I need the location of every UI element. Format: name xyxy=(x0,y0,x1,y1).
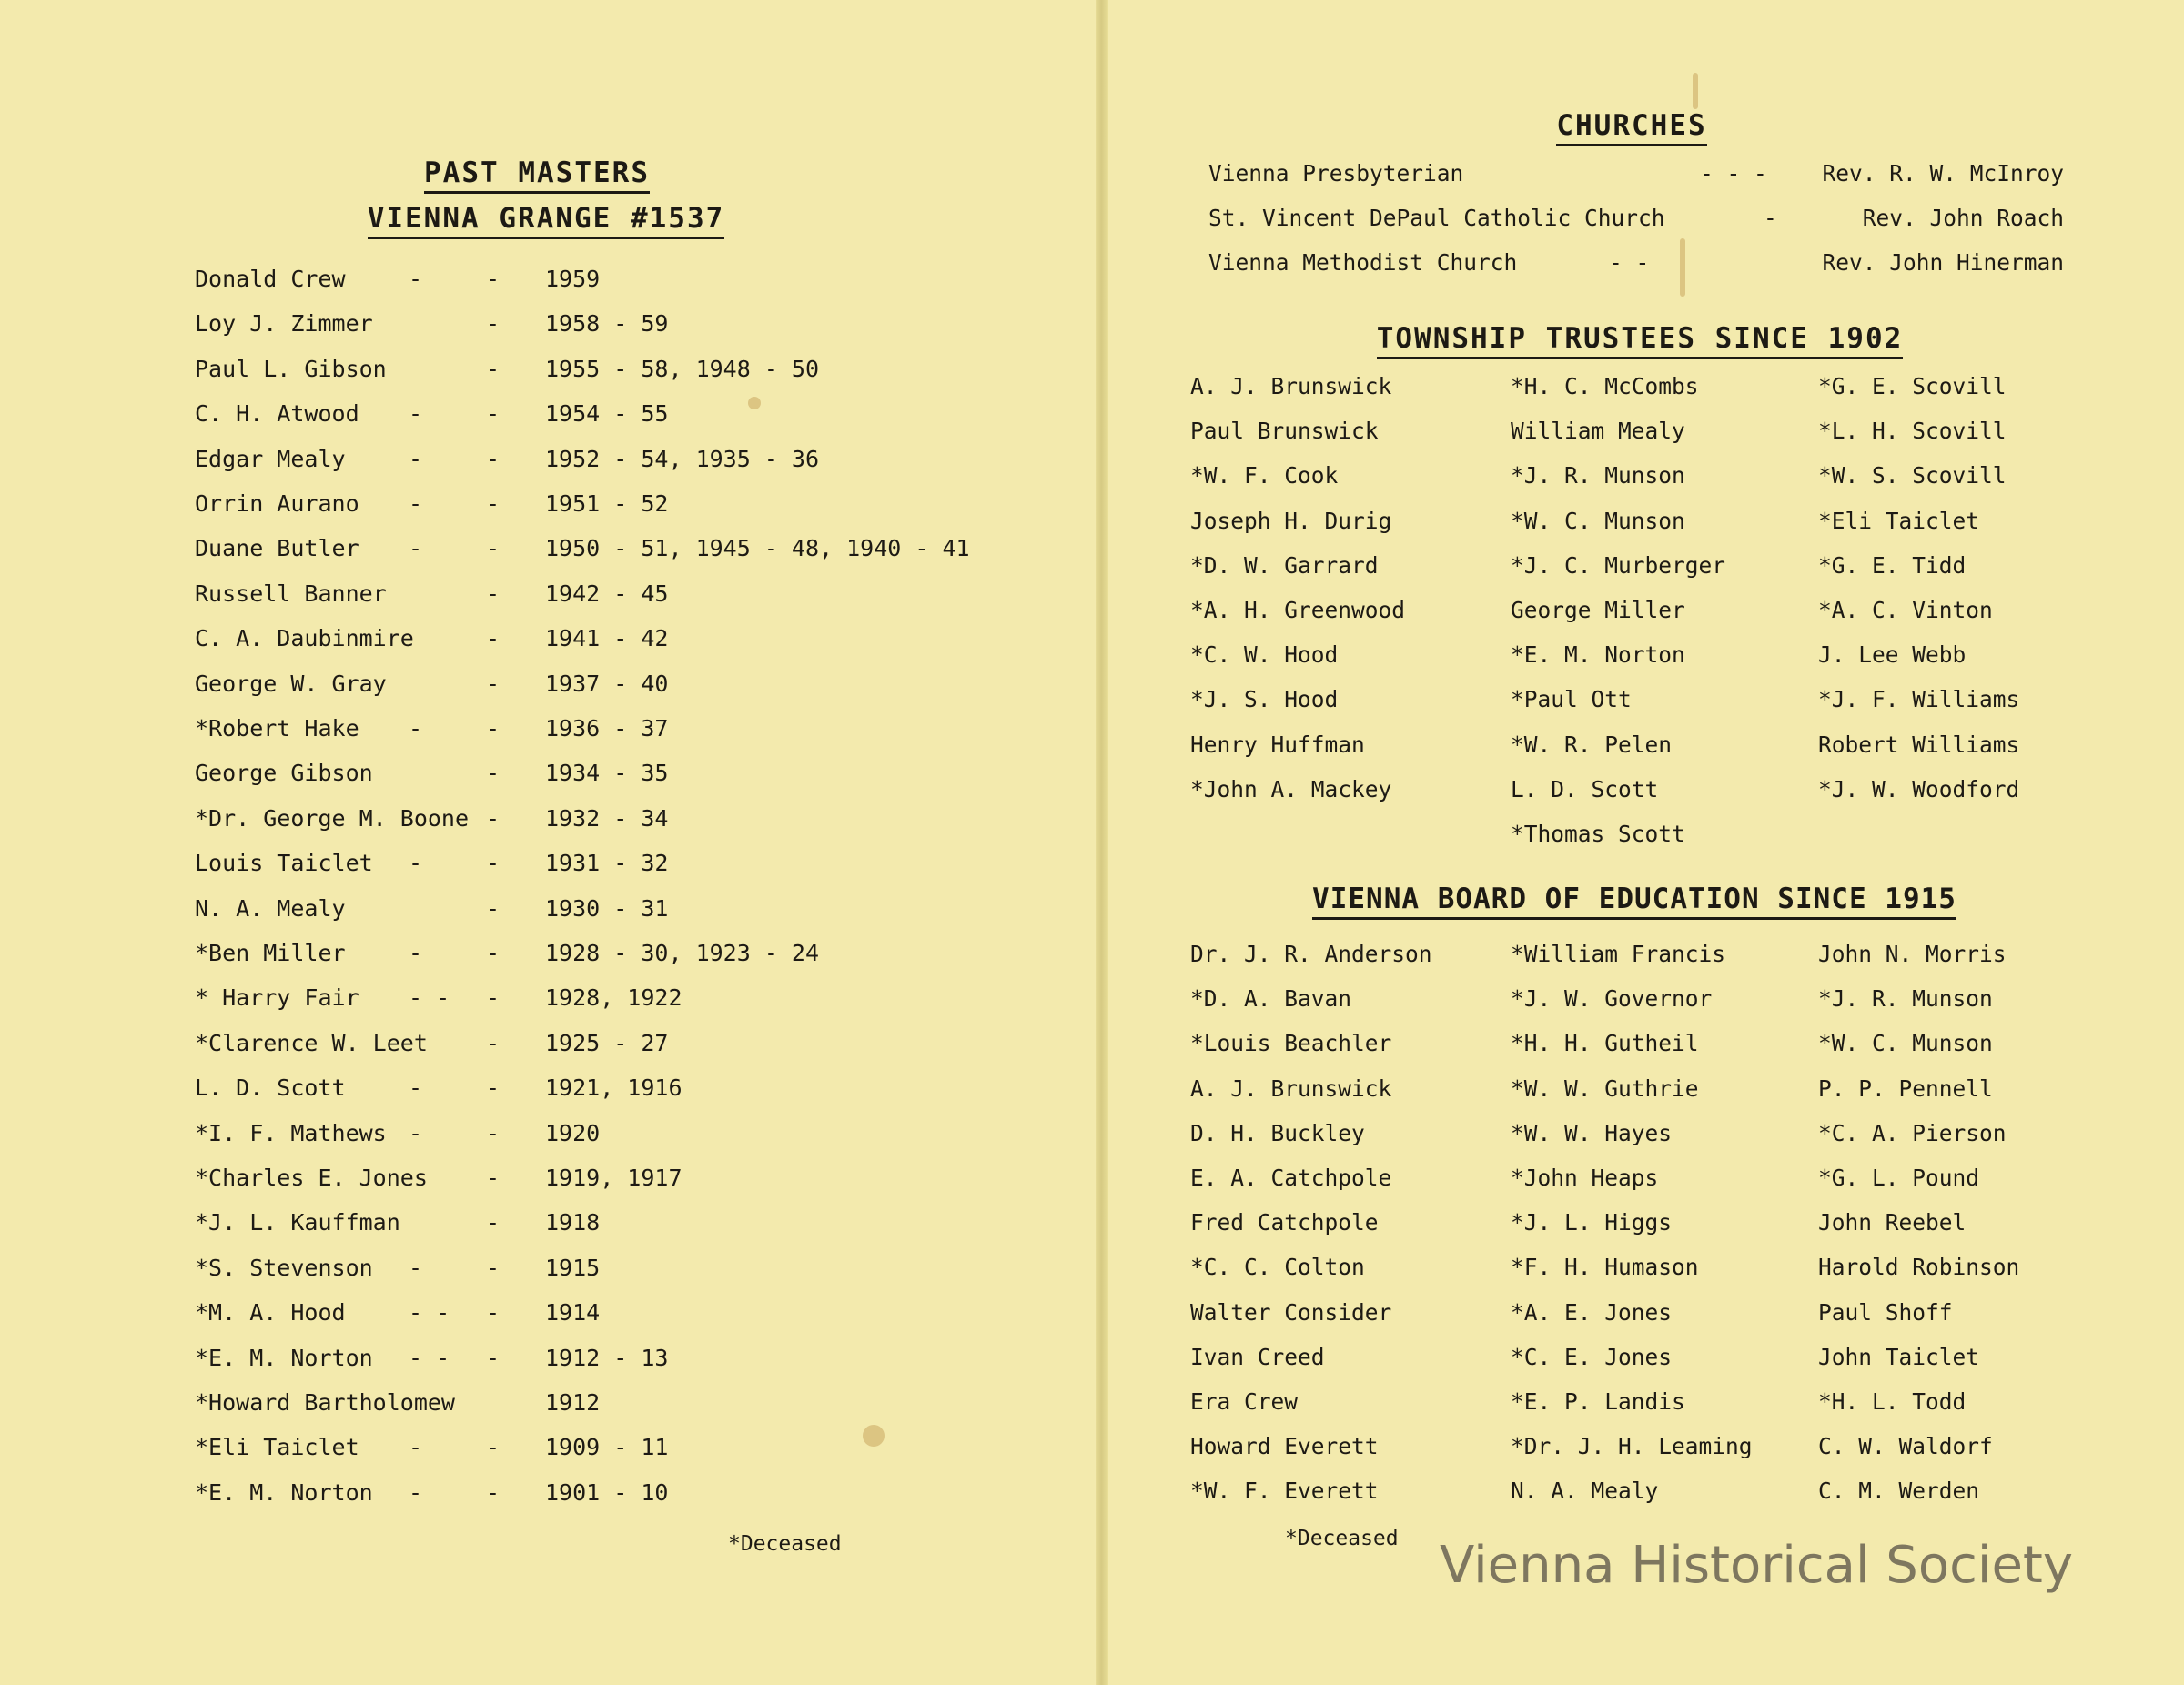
past-master-dash: - xyxy=(409,1254,423,1281)
board-title: VIENNA BOARD OF EDUCATION SINCE 1915 xyxy=(1261,883,2007,915)
past-master-years: 1951 - 52 xyxy=(545,490,669,517)
past-master-dash: - xyxy=(486,1075,500,1102)
past-master-dash: - - xyxy=(409,1344,450,1371)
past-master-name: C. A. Daubinmire xyxy=(195,625,414,652)
church-dashes: - - xyxy=(1609,249,1650,276)
board-member-name: Paul Shoff xyxy=(1818,1298,1953,1326)
trustees-title: TOWNSHIP TRUSTEES SINCE 1902 xyxy=(1321,322,1958,355)
board-member-name: *H. H. Gutheil xyxy=(1511,1030,1699,1057)
past-master-dash: - xyxy=(486,1299,500,1327)
board-member-name: *C. C. Colton xyxy=(1190,1254,1365,1281)
trustee-name: *John A. Mackey xyxy=(1190,775,1392,802)
trustee-name: *G. E. Tidd xyxy=(1818,551,1967,579)
stain-spot xyxy=(748,397,761,409)
board-member-name: C. M. Werden xyxy=(1818,1478,1980,1505)
past-master-name: Russell Banner xyxy=(195,580,387,607)
board-member-name: *W. C. Munson xyxy=(1818,1030,1993,1057)
past-master-years: 1920 xyxy=(545,1119,601,1146)
trustee-name: *W. R. Pelen xyxy=(1511,731,1673,758)
stain-spot xyxy=(1693,73,1698,109)
past-master-name: *M. A. Hood xyxy=(195,1299,346,1327)
board-member-name: Harold Robinson xyxy=(1818,1254,2020,1281)
trustee-name: *L. H. Scovill xyxy=(1818,418,2007,445)
trustee-name: *Eli Taiclet xyxy=(1818,507,1980,534)
board-member-name: *F. H. Humason xyxy=(1511,1254,1699,1281)
past-master-name: *S. Stevenson xyxy=(195,1254,373,1281)
past-master-dash: - xyxy=(486,400,500,428)
past-master-dash: - xyxy=(486,1165,500,1191)
church-dashes: - - - xyxy=(1700,160,1767,187)
past-master-years: 1958 - 59 xyxy=(545,310,669,338)
board-member-name: *W. W. Hayes xyxy=(1511,1119,1673,1146)
church-name: Vienna Methodist Church xyxy=(1208,249,1518,276)
trustee-name: *J. S. Hood xyxy=(1190,686,1339,713)
trustee-name: *Thomas Scott xyxy=(1511,821,1685,847)
past-master-dash: - xyxy=(486,535,500,562)
church-row xyxy=(1208,160,2064,197)
board-member-name: John Taiclet xyxy=(1818,1343,1980,1370)
past-master-dash: - xyxy=(486,715,500,742)
past-master-name: *Howard Bartholomew xyxy=(195,1389,455,1416)
vienna-historical-society-watermark: Vienna Historical Society xyxy=(1440,1536,2074,1595)
past-master-name: C. H. Atwood xyxy=(195,400,359,428)
past-master-years: 1919, 1917 xyxy=(545,1165,682,1191)
past-master-name: L. D. Scott xyxy=(195,1075,346,1102)
past-master-dash: - xyxy=(409,850,423,877)
past-master-years: 1952 - 54, 1935 - 36 xyxy=(545,445,820,472)
past-master-dash: - xyxy=(409,1075,423,1102)
past-master-name: *Eli Taiclet xyxy=(195,1434,359,1461)
past-master-name: *Dr. George M. Boone xyxy=(195,804,470,832)
trustee-name: *W. S. Scovill xyxy=(1818,462,2007,489)
board-member-name: John N. Morris xyxy=(1818,941,2007,967)
trustee-name: *W. C. Munson xyxy=(1511,507,1685,534)
board-member-name: Fred Catchpole xyxy=(1190,1209,1379,1236)
past-master-dash: - xyxy=(486,355,500,382)
board-member-name: *C. E. Jones xyxy=(1511,1343,1673,1370)
past-master-years: 1909 - 11 xyxy=(545,1434,669,1461)
past-master-years: 1921, 1916 xyxy=(545,1075,682,1102)
past-master-name: N. A. Mealy xyxy=(195,894,346,922)
past-master-name: Edgar Mealy xyxy=(195,445,346,472)
trustee-name: L. D. Scott xyxy=(1511,775,1659,802)
past-master-years: 1955 - 58, 1948 - 50 xyxy=(545,355,820,382)
trustee-name: Paul Brunswick xyxy=(1190,418,1379,445)
past-master-name: Paul L. Gibson xyxy=(195,355,387,382)
past-master-dash: - xyxy=(486,266,500,292)
trustee-name: William Mealy xyxy=(1511,418,1685,445)
past-master-dash: - xyxy=(486,894,500,922)
past-master-dash: - xyxy=(409,1434,423,1461)
past-master-years: 1928, 1922 xyxy=(545,984,682,1012)
past-master-years: 1941 - 42 xyxy=(545,625,669,652)
past-master-dash: - xyxy=(409,400,423,428)
past-master-name: Louis Taiclet xyxy=(195,850,373,877)
past-master-years: 1936 - 37 xyxy=(545,715,669,742)
past-master-name: Loy J. Zimmer xyxy=(195,310,373,338)
board-member-name: *J. L. Higgs xyxy=(1511,1209,1673,1236)
past-master-dash: - xyxy=(409,266,423,292)
past-master-dash: - xyxy=(486,1254,500,1281)
trustee-name: *J. F. Williams xyxy=(1818,686,2020,713)
trustee-name: Henry Huffman xyxy=(1190,731,1365,758)
board-member-name: *William Francis xyxy=(1511,941,1726,967)
church-pastor: Rev. John Hinerman xyxy=(1822,249,2064,276)
past-master-years: 1932 - 34 xyxy=(545,804,669,832)
past-master-years: 1959 xyxy=(545,266,601,292)
board-member-name: *John Heaps xyxy=(1511,1165,1659,1191)
past-master-dash: - xyxy=(409,1119,423,1146)
past-master-years: 1937 - 40 xyxy=(545,670,669,697)
past-master-name: *E. M. Norton xyxy=(195,1344,373,1371)
trustee-name: *C. W. Hood xyxy=(1190,641,1339,669)
past-master-dash: - - xyxy=(409,984,450,1012)
board-member-name: *G. L. Pound xyxy=(1818,1165,1980,1191)
past-master-dash: - - xyxy=(409,1299,450,1327)
past-master-dash: - xyxy=(486,760,500,787)
board-deceased-note: *Deceased xyxy=(1285,1527,1399,1550)
board-member-name: *H. L. Todd xyxy=(1818,1388,1967,1415)
past-master-years: 1925 - 27 xyxy=(545,1029,669,1056)
trustee-name: *Paul Ott xyxy=(1511,686,1632,713)
past-master-dash: - xyxy=(486,625,500,652)
board-member-name: A. J. Brunswick xyxy=(1190,1075,1392,1102)
board-member-name: John Reebel xyxy=(1818,1209,1967,1236)
board-member-name: *J. W. Governor xyxy=(1511,985,1713,1013)
past-master-name: George Gibson xyxy=(195,760,373,787)
past-master-dash: - xyxy=(486,1119,500,1146)
past-master-dash: - xyxy=(486,1434,500,1461)
past-master-dash: - xyxy=(409,445,423,472)
past-master-dash: - xyxy=(486,310,500,338)
trustee-name: *E. M. Norton xyxy=(1511,641,1685,669)
board-member-name: P. P. Pennell xyxy=(1818,1075,1993,1102)
trustee-name: *G. E. Scovill xyxy=(1818,373,2007,399)
trustee-name: J. Lee Webb xyxy=(1818,641,1967,669)
trustee-name: *D. W. Garrard xyxy=(1190,551,1379,579)
past-master-years: 1928 - 30, 1923 - 24 xyxy=(545,940,820,966)
board-member-name: *Dr. J. H. Leaming xyxy=(1511,1433,1753,1460)
trustee-name: *J. C. Murberger xyxy=(1511,551,1726,579)
past-master-name: *Ben Miller xyxy=(195,940,346,966)
past-master-years: 1931 - 32 xyxy=(545,850,669,877)
board-member-name: N. A. Mealy xyxy=(1511,1478,1659,1505)
past-master-name: *Charles E. Jones xyxy=(195,1165,428,1191)
past-master-dash: - xyxy=(409,535,423,562)
board-member-name: *D. A. Bavan xyxy=(1190,985,1352,1013)
past-master-years: 1954 - 55 xyxy=(545,400,669,428)
board-member-name: Ivan Creed xyxy=(1190,1343,1325,1370)
past-master-dash: - xyxy=(486,490,500,517)
past-master-dash: - xyxy=(486,940,500,966)
trustee-name: *J. W. Woodford xyxy=(1818,775,2020,802)
past-master-years: 1915 xyxy=(545,1254,601,1281)
past-master-dash: - xyxy=(486,804,500,832)
trustee-name: *H. C. McCombs xyxy=(1511,373,1699,399)
church-pastor: Rev. R. W. McInroy xyxy=(1822,160,2064,187)
past-master-dash: - xyxy=(409,1478,423,1506)
trustee-name: Joseph H. Durig xyxy=(1190,507,1392,534)
past-master-dash: - xyxy=(486,1344,500,1371)
church-name: St. Vincent DePaul Catholic Church xyxy=(1208,205,1665,231)
past-master-name: Orrin Aurano xyxy=(195,490,359,517)
church-name: Vienna Presbyterian xyxy=(1208,160,1464,187)
past-master-dash: - xyxy=(409,940,423,966)
past-master-dash: - xyxy=(486,1029,500,1056)
past-master-dash: - xyxy=(409,490,423,517)
grange-subtitle: VIENNA GRANGE #1537 xyxy=(328,202,764,235)
stain-spot xyxy=(863,1425,885,1447)
church-pastor: Rev. John Roach xyxy=(1862,205,2064,231)
board-member-name: D. H. Buckley xyxy=(1190,1119,1365,1146)
past-master-dash: - xyxy=(486,1478,500,1506)
board-member-name: *W. W. Guthrie xyxy=(1511,1075,1699,1102)
past-master-name: Donald Crew xyxy=(195,266,346,292)
past-master-name: *E. M. Norton xyxy=(195,1478,373,1506)
past-master-years: 1918 xyxy=(545,1209,601,1236)
board-member-name: *A. E. Jones xyxy=(1511,1298,1673,1326)
board-member-name: *J. R. Munson xyxy=(1818,985,1993,1013)
past-master-years: 1912 xyxy=(545,1389,601,1416)
past-master-dash: - xyxy=(486,445,500,472)
past-master-name: * Harry Fair xyxy=(195,984,359,1012)
past-master-years: 1950 - 51, 1945 - 48, 1940 - 41 xyxy=(545,535,970,562)
past-master-name: *Robert Hake xyxy=(195,715,359,742)
trustee-name: *W. F. Cook xyxy=(1190,462,1339,489)
past-master-years: 1942 - 45 xyxy=(545,580,669,607)
church-row xyxy=(1208,249,2064,286)
board-member-name: Walter Consider xyxy=(1190,1298,1392,1326)
board-member-name: *E. P. Landis xyxy=(1511,1388,1685,1415)
past-master-years: 1912 - 13 xyxy=(545,1344,669,1371)
past-master-dash: - xyxy=(486,580,500,607)
churches-title: CHURCHES xyxy=(1536,109,1727,142)
past-master-name: George W. Gray xyxy=(195,670,387,697)
board-member-name: Dr. J. R. Anderson xyxy=(1190,941,1432,967)
past-masters-deceased-note: *Deceased xyxy=(728,1532,842,1556)
trustee-name: *J. R. Munson xyxy=(1511,462,1685,489)
past-master-years: 1934 - 35 xyxy=(545,760,669,787)
trustee-name: *A. H. Greenwood xyxy=(1190,597,1406,623)
past-master-dash: - xyxy=(409,715,423,742)
board-member-name: Era Crew xyxy=(1190,1388,1299,1415)
board-member-name: E. A. Catchpole xyxy=(1190,1165,1392,1191)
trustee-name: A. J. Brunswick xyxy=(1190,373,1392,399)
board-member-name: Howard Everett xyxy=(1190,1433,1379,1460)
board-member-name: *C. A. Pierson xyxy=(1818,1119,2007,1146)
church-row xyxy=(1208,205,2064,241)
past-master-name: *J. L. Kauffman xyxy=(195,1209,400,1236)
past-master-name: *Clarence W. Leet xyxy=(195,1029,428,1056)
trustee-name: Robert Williams xyxy=(1818,731,2020,758)
past-master-years: 1930 - 31 xyxy=(545,894,669,922)
board-member-name: *W. F. Everett xyxy=(1190,1478,1379,1505)
church-dashes: - xyxy=(1764,205,1777,231)
past-master-years: 1901 - 10 xyxy=(545,1478,669,1506)
board-member-name: *Louis Beachler xyxy=(1190,1030,1392,1057)
past-master-dash: - xyxy=(486,850,500,877)
board-member-name: C. W. Waldorf xyxy=(1818,1433,1993,1460)
past-master-years: 1914 xyxy=(545,1299,601,1327)
past-master-name: Duane Butler xyxy=(195,535,359,562)
past-master-dash: - xyxy=(486,1209,500,1236)
trustee-name: *A. C. Vinton xyxy=(1818,597,1993,623)
past-master-dash: - xyxy=(486,670,500,697)
page-fold xyxy=(1096,0,1108,1685)
trustee-name: George Miller xyxy=(1511,597,1685,623)
past-masters-title: PAST MASTERS xyxy=(391,156,682,189)
past-master-dash: - xyxy=(486,984,500,1012)
past-master-name: *I. F. Mathews xyxy=(195,1119,387,1146)
